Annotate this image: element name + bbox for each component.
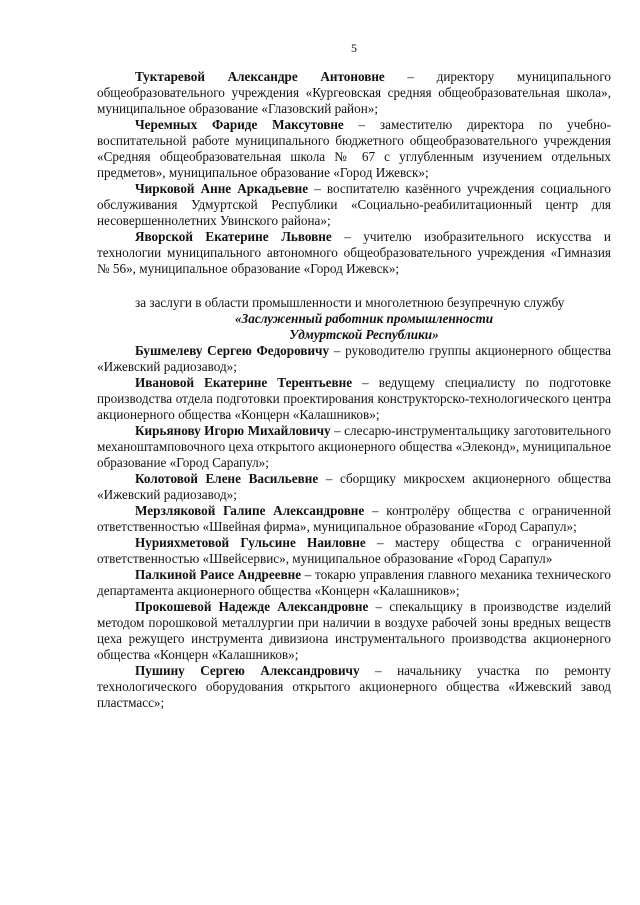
award-entry: [97, 599, 611, 663]
merit-text: за заслуги в области промышленности и многолетнюю безупречную службу: [135, 295, 565, 310]
award-entry: [97, 181, 611, 229]
page-number: 5: [351, 41, 357, 55]
recipient-name: Мерзляковой Галипе Александровне: [135, 503, 365, 518]
award-entry: [97, 471, 611, 503]
recipient-name: Ивановой Екатерине Терентьевне: [135, 375, 353, 390]
recipient-position: – начальнику участка по ремонту технологического оборудования открытого акционерного общества «Ижевский завод пластмасс»;: [97, 663, 611, 710]
award-entry: [97, 567, 611, 599]
award-entry: [97, 423, 611, 471]
recipient-name: Чирковой Анне Аркадьевне: [135, 181, 309, 196]
award-entry: [97, 343, 611, 375]
award-entry: [97, 69, 611, 117]
recipient-position: – спекальщику в производстве изделий методом порошковой металлургии при наличии в воздухе рабочей зоны вредных веществ цеха режущего инструмента дивизиона инструментального производства акционерного общества «Концерн «Калашников»;: [97, 599, 611, 662]
section-spacer: [97, 277, 611, 295]
recipient-name: Яворской Екатерине Львовне: [135, 229, 332, 244]
recipient-position: – сборщику микросхем акционерного общества «Ижевский радиозавод»;: [97, 471, 612, 502]
recipient-name: Палкиной Раисе Андреевне: [135, 567, 302, 582]
recipient-name: Нурияхметовой Гульсине Наиловне: [135, 535, 366, 550]
award-entry: [97, 375, 611, 423]
award-entry: [97, 503, 611, 535]
award-entry: [97, 117, 611, 181]
recipient-name: Кирьянову Игорю Михайловичу: [135, 423, 331, 438]
award-entry: [97, 229, 611, 277]
recipient-position: – контролёру общества с ограниченной ответственностью «Швейная фирма», муниципальное образование «Город Сарапул»;: [97, 503, 611, 534]
recipient-name: Колотовой Елене Васильевне: [135, 471, 319, 486]
recipient-name: Черемных Фариде Максутовне: [135, 117, 344, 132]
recipient-position: – руководителю группы акционерного общества «Ижевский радиозавод»;: [97, 343, 611, 374]
recipient-name: Бушмелеву Сергею Федоровичу: [135, 343, 330, 358]
award-entry: [97, 663, 611, 711]
recipient-position: – слесарю-инструментальщику заготовительного механоштамповочного цеха открытого акционерного общества «Элеконд», муниципальное образование «Город Сарапул»;: [97, 423, 611, 470]
award-title-line2: Удмуртской Республики»: [289, 327, 439, 342]
recipient-name: Туктаревой Александре Антоновне: [135, 69, 385, 84]
recipient-position: – учителю изобразительного искусства и технологии муниципального автономного общеобразовательного учреждения «Гимназия № 56», муниципальное образование «Город Ижевск»;: [97, 229, 611, 276]
recipient-position: – заместителю директора по учебно-воспитательной работе муниципального бюджетного общеобразовательного учреждения «Средняя общеобразовательная школа № 67 с углубленным изучением отдельных предметов», муниципальное образование «Город Ижевск»;: [97, 117, 612, 180]
recipient-name: Прокошевой Надежде Александровне: [135, 599, 369, 614]
recipient-position: – воспитателю казённого учреждения социального обслуживания Удмуртской Республики «Социально-реабилитационный центр для несовершеннолетних Увинского района»;: [97, 181, 611, 228]
recipient-name: Пушину Сергею Александровичу: [135, 663, 360, 678]
recipient-position: – ведущему специалисту по подготовке производства отдела подготовки проектирования конструкторско-технологического центра акционерного общества «Концерн «Калашников»;: [97, 375, 611, 422]
award-entry: [97, 535, 611, 567]
recipient-position: – токарю управления главного механика технического департамента акционерного общества «Концерн «Калашников»;: [97, 567, 611, 598]
recipient-position: – директору муниципального общеобразовательного учреждения «Кургеовская средняя общеобразовательная школа», муниципальное образование «Глазовский район»;: [97, 69, 611, 116]
recipient-position: – мастеру общества с ограниченной ответственностью «Швейсервис», муниципальное образование «Город Сарапул»: [97, 535, 611, 566]
award-title-line1: «Заслуженный работник промышленности: [234, 311, 494, 326]
